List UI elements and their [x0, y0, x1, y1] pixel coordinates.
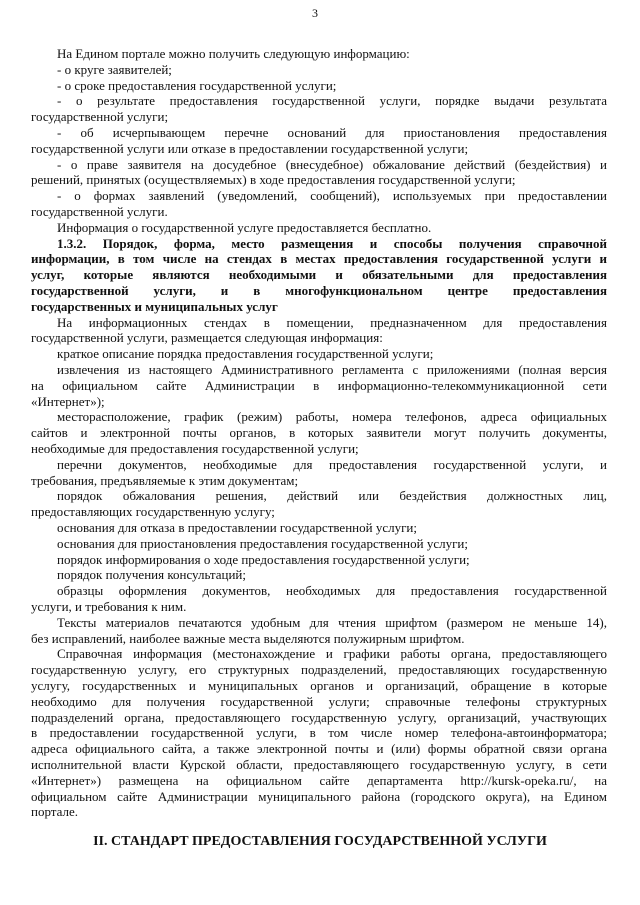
subsection-heading-line: услуг, которые являются необходимыми и обязательными для предоставления	[31, 267, 607, 283]
text-line: государственной услуги или отказе в предоставлении государственной услуги;	[31, 140, 469, 156]
text-line: порядок обжалования решения, действий или бездействия должностных лиц,	[57, 488, 607, 504]
text-line: извлечения из настоящего Административного регламента с приложениями (полная версия	[57, 362, 607, 377]
text-line: государственной услуги;	[31, 109, 169, 125]
text-line: государственной услуги, размещается следующая информация:	[31, 330, 383, 346]
text-line: официальном сайте Администрации муниципального района (городского округа), на Едином	[31, 788, 607, 804]
text-line: основания для отказа в предоставлении государственной услуги;	[57, 520, 417, 535]
subsection-heading-line: государственной услуги, и в многофункциональном центре предоставления	[31, 283, 607, 298]
text-line: образцы оформления документов, необходимых для предоставления государственной	[57, 583, 607, 599]
text-line: услугу, государственных и муниципальных органов и организаций, обращение в которые	[31, 678, 607, 693]
subsection-heading-line: государственных и муниципальных услуг	[31, 298, 278, 314]
text-line: Тексты материалов печатаются удобным для чтения шрифтом (размером не меньше 14),	[57, 614, 607, 630]
text-line: На Едином портале можно получить следующую информацию:	[57, 46, 410, 61]
text-line: сайтов и электронной почты органов, в которых заявители могут получить документы,	[31, 425, 607, 441]
text-line: требования, предъявляемые к этим документам;	[31, 472, 299, 488]
text-line: перечни документов, необходимые для предоставления государственной услуги, и	[57, 456, 607, 472]
text-line: - о результате предоставления государственной услуги, порядке выдачи результата	[57, 93, 607, 109]
subsection-heading-line: информации, в том числе на стендах в местах предоставления государственной услуги и	[31, 251, 607, 267]
text-line: основания для приостановления предоставления государственной услуги;	[57, 535, 469, 551]
text-line: месторасположение, график (режим) работы, номера телефонов, адреса официальных	[57, 409, 607, 425]
text-line: портале.	[31, 804, 79, 820]
text-line: - о круге заявителей;	[57, 61, 172, 77]
text-line: - о праве заявителя на досудебное (внесудебное) обжалование действий (бездействия) и	[57, 156, 607, 172]
text-line: государственную услугу, его структурных подразделений, предоставляющих государственную	[31, 662, 607, 678]
subsection-heading-line: 1.3.2. Порядок, форма, место размещения и способы получения справочной	[57, 235, 607, 251]
text-line: исполнительной власти Курской области, предоставляющего государственную услугу, в сети	[31, 757, 607, 772]
text-line: «Интернет»);	[31, 393, 105, 409]
text-line: в предоставлении государственной услуги, в том числе номер телефона-автоинформатора;	[31, 725, 607, 741]
text-line: Справочная информация (местонахождение и графики работы органа, предоставляющего	[57, 646, 607, 662]
text-line: на официальном сайте Администрации в информационно-телекоммуникационной сети	[31, 377, 607, 393]
text-line: необходимые для предоставления государственной услуги;	[31, 441, 359, 456]
section-heading: II. СТАНДАРТ ПРЕДОСТАВЛЕНИЯ ГОСУДАРСТВЕННОЙ УСЛУГИ	[93, 834, 547, 850]
text-line: «Интернет») размещена на официальном сайте департамента http://kursk-opeka.ru/, на	[31, 772, 607, 788]
text-line: - о сроке предоставления государственной услуги;	[57, 77, 337, 93]
text-line: решений, принятых (осуществляемых) в ходе предоставления государственной услуги;	[31, 172, 516, 188]
text-line: адреса официального сайта, а также электронной почты и (или) формы обратной связи органа	[31, 741, 607, 757]
text-line: предоставляющих государственную услугу;	[31, 504, 275, 520]
text-line: краткое описание порядка предоставления государственной услуги;	[57, 346, 434, 362]
text-line: порядок получения консультаций;	[57, 567, 246, 583]
text-line: подразделений органа, предоставляющего государственную услугу, организаций, участвующих	[31, 709, 607, 725]
text-line: Информация о государственной услуге предоставляется бесплатно.	[57, 219, 432, 235]
text-line: государственной услуги.	[31, 204, 168, 219]
text-line: На информационных стендах в помещении, предназначенном для предоставления	[57, 314, 607, 330]
page-number: 3	[312, 6, 318, 20]
text-line: необходимо для получения государственной услуги; справочные телефоны структурных	[31, 693, 607, 709]
text-line: - о формах заявлений (уведомлений, сообщений), используемых при предоставлении	[57, 188, 607, 204]
text-line: без исправлений, наиболее важные места выделяются полужирным шрифтом.	[31, 630, 465, 646]
text-line: порядок информирования о ходе предоставления государственной услуги;	[57, 551, 470, 567]
text-line: услуги, и требования к ним.	[31, 599, 187, 614]
text-line: - об исчерпывающем перечне оснований для приостановления предоставления	[57, 125, 607, 140]
